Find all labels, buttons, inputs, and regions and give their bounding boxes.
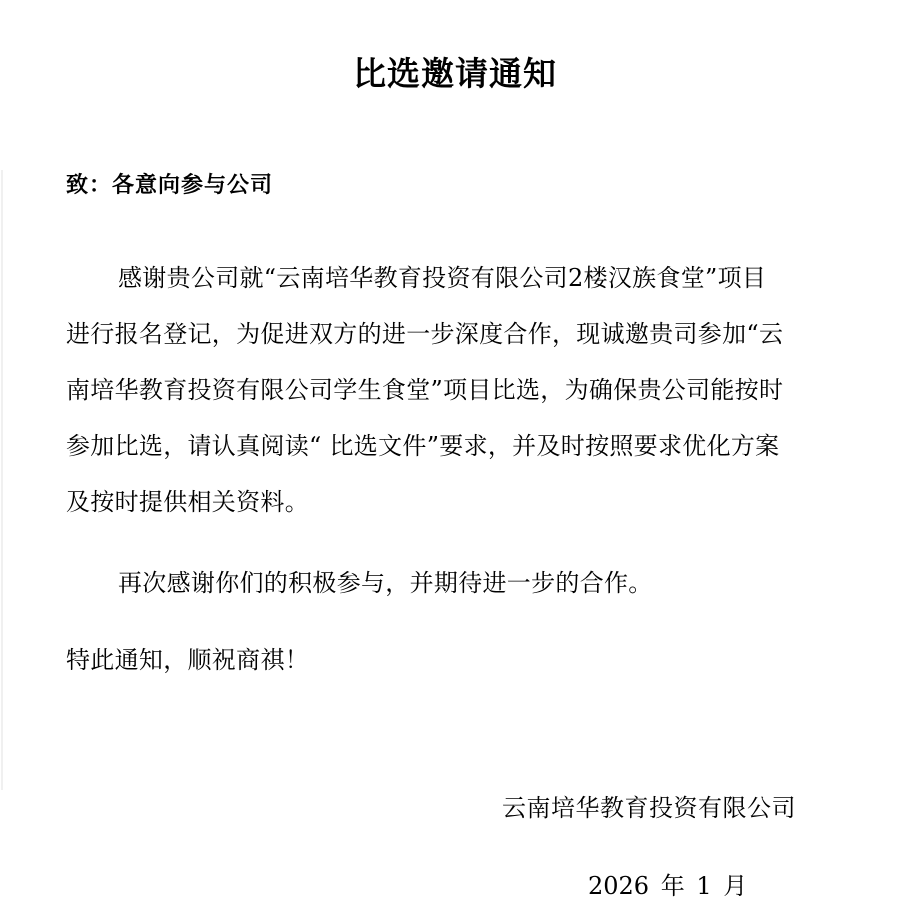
document-title: 比选邀请通知 — [353, 54, 557, 93]
paragraph-line: 参加比选，请认真阅读“ 比选文件”要求，并及时按照要求优化方案 — [66, 432, 780, 460]
signature-company: 云南培华教育投资有限公司 — [502, 794, 796, 822]
body-paragraph-invitation — [66, 250, 856, 530]
salutation: 致：各意向参与公司 — [66, 173, 274, 198]
closing-remark: 特此通知，顺祝商祺！ — [66, 646, 309, 674]
paragraph-line: 进行报名登记，为促进双方的进一步深度合作，现诚邀贵司参加“云 — [66, 320, 784, 348]
page-edge-divider — [1, 170, 3, 790]
body-paragraph-thanks: 再次感谢你们的积极参与，并期待进一步的合作。 — [118, 569, 653, 597]
signature-date: 2026 年 1 月 — [588, 872, 748, 900]
paragraph-line: 及按时提供相关资料。 — [66, 488, 309, 516]
paragraph-line: 南培华教育投资有限公司学生食堂”项目比选，为确保贵公司能按时 — [66, 376, 784, 404]
paragraph-line: 感谢贵公司就“云南培华教育投资有限公司2楼汉族食堂”项目 — [118, 264, 767, 292]
